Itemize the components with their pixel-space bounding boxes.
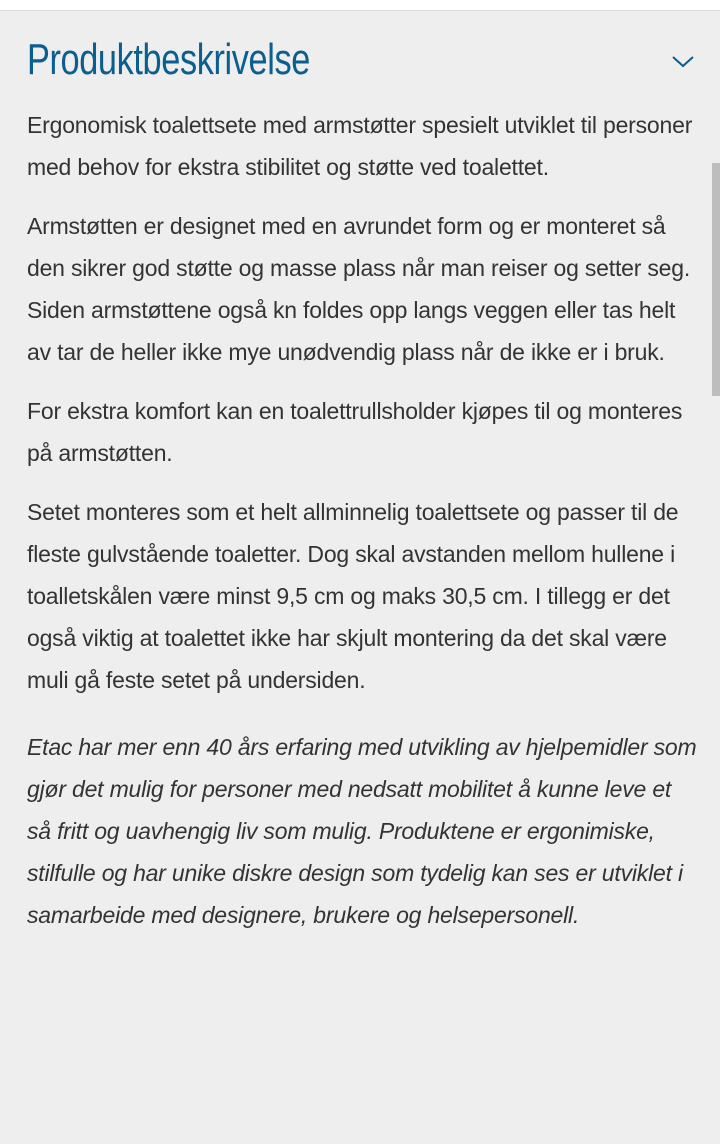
paragraph: For ekstra komfort kan en toalettrullsholder kjøpes til og monteres på armstøtten. — [27, 398, 683, 466]
company-paragraph: Etac har mer enn 40 års erfaring med utvikling av hjelpemidler som gjør det mulig for personer med nedsatt mobilitet å kunne leve et så fritt og uavhengig liv som mulig. Produktene er ergonimiske, stilfulle og har unike diskre design som tydelig kan ses er utviklet i samarbeide med designere, brukere og helsepersonell. — [27, 734, 697, 928]
top-bar — [0, 0, 720, 11]
scrollbar[interactable] — [712, 163, 720, 396]
paragraph: Setet monteres som et helt allminnelig toalettsete og passer til de fleste gulvstående toaletter. Dog skal avstanden mellom hullene i toalletskålen være minst 9,5 cm og maks 30,5 cm. I tillegg er det også viktig at toalettet ikke har skjult montering da det skal være muli gå feste setet på undersiden. — [27, 499, 679, 693]
description-body — [27, 104, 697, 953]
paragraph: Armstøtten er designet med en avrundet form og er monteret så den sikrer god støtte og masse plass når man reiser og setter seg. Siden armstøttene også kn foldes opp langs veggen eller tas helt av tar de heller ikke mye unødvendig plass når de ikke er i bruk. — [27, 213, 691, 365]
section-title: Produktbeskrivelse — [27, 35, 310, 84]
chevron-down-icon[interactable] — [669, 47, 697, 75]
paragraph: Ergonomisk toalettsete med armstøtter spesielt utviklet til personer med behov for ekstra stibilitet og støtte ved toalettet. — [27, 112, 693, 180]
accordion-header[interactable] — [27, 37, 697, 87]
